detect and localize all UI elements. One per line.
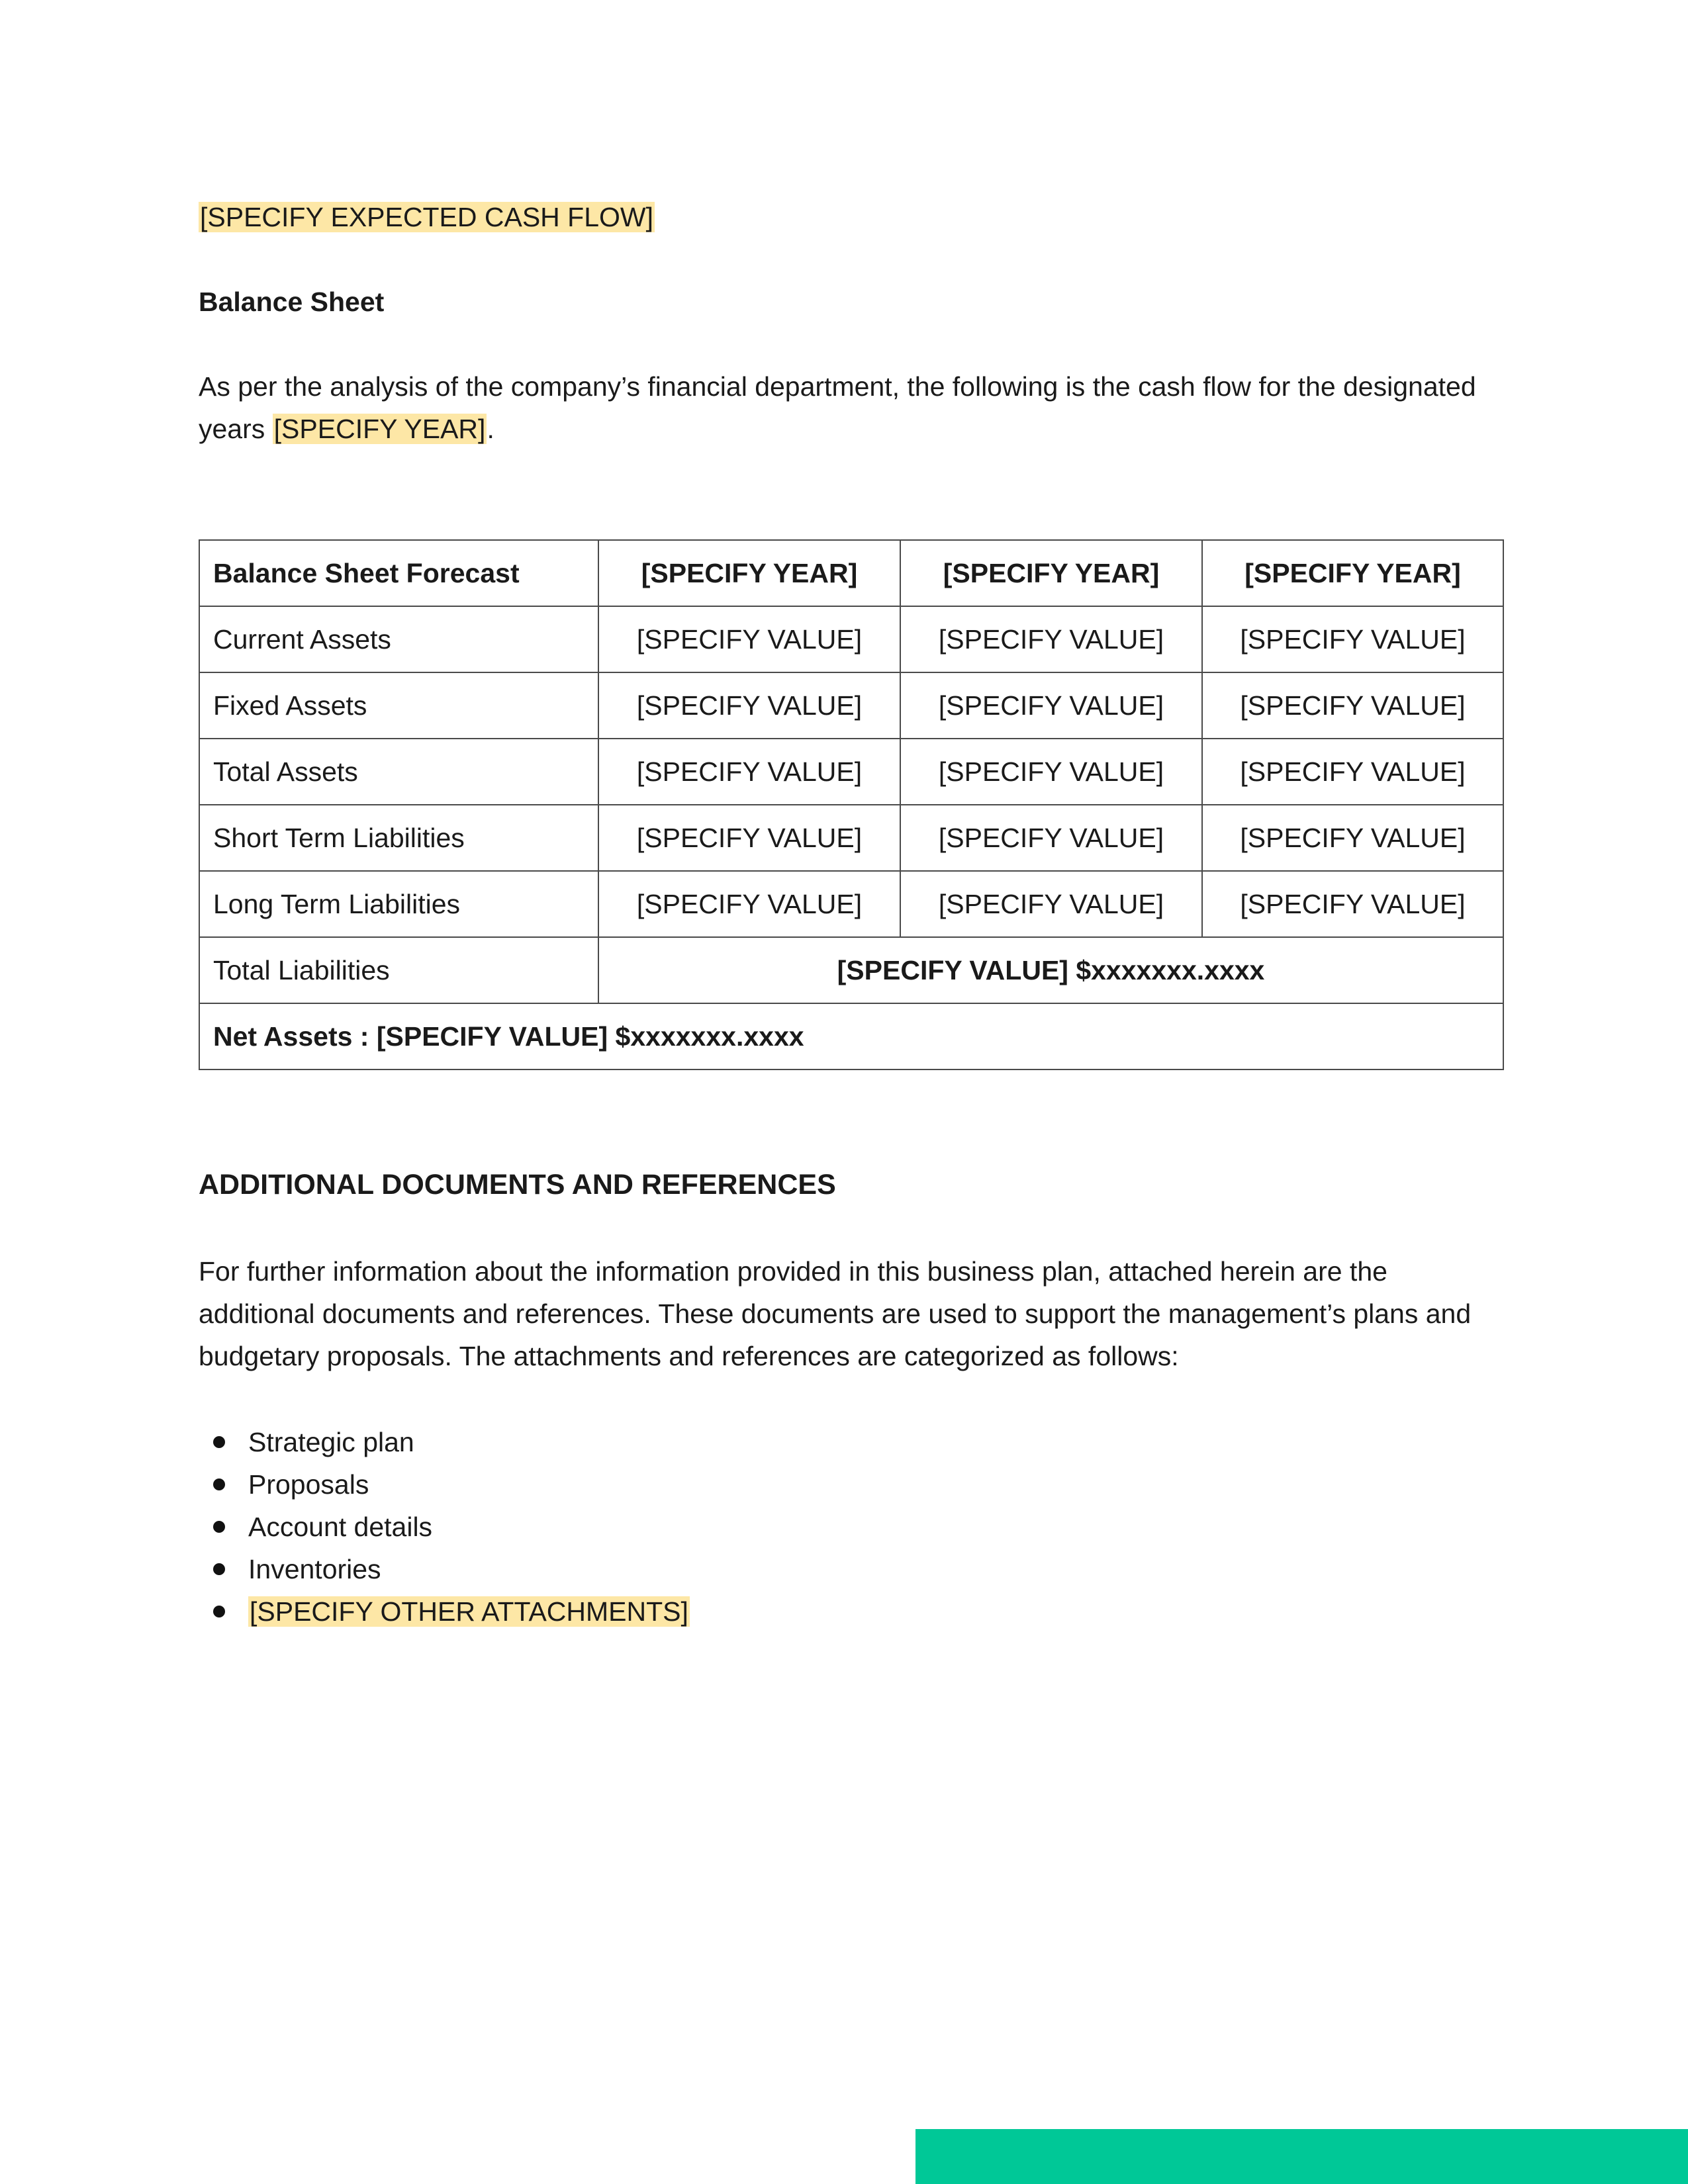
table-header-cell: Balance Sheet Forecast [199,540,598,606]
table-cell: [SPECIFY VALUE] [598,871,900,937]
bullet-icon [213,1436,225,1448]
table-row [199,672,1503,739]
intro-text: As per the analysis of the company’s financial department, the following is the cash flow for the designated years [199,371,1476,444]
list-item [199,1590,690,1633]
cash-flow-highlight: [SPECIFY EXPECTED CASH FLOW] [200,202,653,232]
table-cell: [SPECIFY VALUE] [900,871,1202,937]
cash-flow-placeholder [199,196,655,238]
balance-sheet-table [199,539,1504,1070]
list-item-label: Account details [248,1512,433,1542]
list-item-label: Proposals [248,1469,369,1500]
balance-sheet-heading: Balance Sheet [199,287,385,317]
table-cell: [SPECIFY VALUE] [900,606,1202,672]
table-cell: [SPECIFY VALUE] [1202,739,1503,805]
net-assets-value: Net Assets : [SPECIFY VALUE] $xxxxxxx.xxxx [199,1003,1503,1069]
total-liabilities-row [199,937,1503,1003]
total-liabilities-value: [SPECIFY VALUE] $xxxxxxx.xxxx [598,937,1503,1003]
list-item [199,1506,690,1548]
table-row-label: Total Assets [199,739,598,805]
year-placeholder: [SPECIFY YEAR] [273,414,486,444]
intro-period: . [487,414,494,444]
table-cell: [SPECIFY VALUE] [1202,805,1503,871]
attachments-list [199,1421,690,1633]
additional-documents-paragraph: For further information about the information provided in this business plan, attached herein are the additional documents and references. These documents are used to support the management’s plans and budgetary proposals. The attachments and references are categorized as follows: [199,1256,1472,1371]
bullet-icon [213,1521,225,1533]
additional-documents-heading: ADDITIONAL DOCUMENTS AND REFERENCES [199,1169,836,1201]
table-cell: [SPECIFY VALUE] [1202,871,1503,937]
bullet-icon [213,1606,225,1617]
table-cell: [SPECIFY VALUE] [598,606,900,672]
list-item [199,1548,690,1590]
table-cell: [SPECIFY VALUE] [900,739,1202,805]
table-row-label: Current Assets [199,606,598,672]
table-row [199,871,1503,937]
total-liabilities-label: Total Liabilities [199,937,598,1003]
table-header-cell: [SPECIFY YEAR] [598,540,900,606]
bullet-icon [213,1479,225,1490]
table-row [199,739,1503,805]
other-attachments-placeholder: [SPECIFY OTHER ATTACHMENTS] [250,1596,688,1627]
table-cell: [SPECIFY VALUE] [1202,606,1503,672]
footer-accent-bar [915,2129,1688,2184]
table-cell: [SPECIFY VALUE] [598,739,900,805]
table-row [199,606,1503,672]
table-header-cell: [SPECIFY YEAR] [900,540,1202,606]
table-row-label: Fixed Assets [199,672,598,739]
intro-paragraph [199,365,1503,450]
table-cell: [SPECIFY VALUE] [1202,672,1503,739]
table-cell: [SPECIFY VALUE] [900,672,1202,739]
table-row-label: Long Term Liabilities [199,871,598,937]
net-assets-row [199,1003,1503,1069]
list-item-label: Strategic plan [248,1427,414,1457]
list-item [199,1421,690,1463]
table-cell: [SPECIFY VALUE] [598,805,900,871]
table-row-label: Short Term Liabilities [199,805,598,871]
table-row [199,805,1503,871]
list-item [199,1463,690,1506]
table-header-row [199,540,1503,606]
table-header-cell: [SPECIFY YEAR] [1202,540,1503,606]
list-item-label: Inventories [248,1554,381,1584]
bullet-icon [213,1563,225,1575]
table-cell: [SPECIFY VALUE] [900,805,1202,871]
table-cell: [SPECIFY VALUE] [598,672,900,739]
